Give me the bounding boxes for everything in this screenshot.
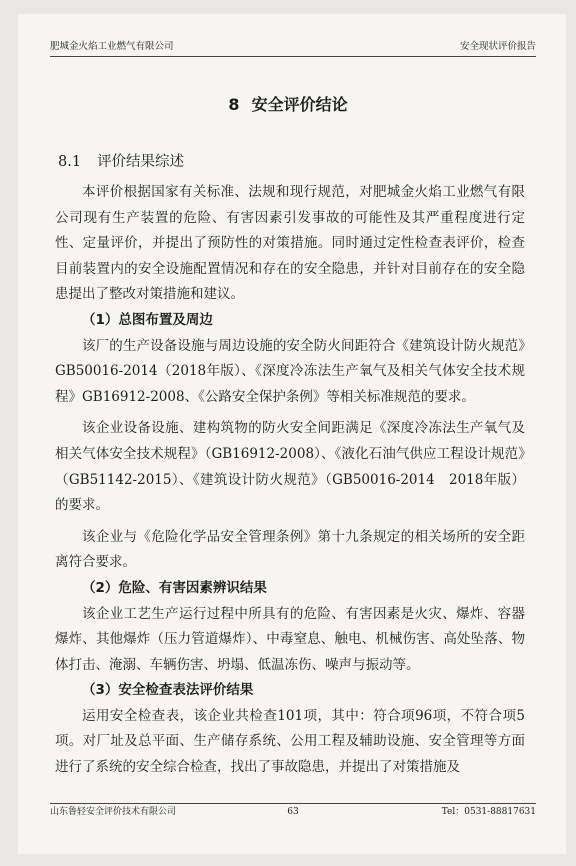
footer-company: 山东鲁轻安全评价技术有限公司	[50, 807, 177, 817]
paragraph-checklist: 运用安全检查表，该企业共检查101项，其中：符合项96项，不符合项5项。对厂址及总平面、生产储存系统、公用工程及辅助设施、安全管理等方面进行了系统的安全综合检查，找出了事故隐患，并提出了对策措施及	[55, 707, 525, 776]
chapter-title	[0, 92, 576, 115]
page-number: 63	[287, 807, 299, 817]
subheading-layout: （1）总图布置及周边	[82, 311, 213, 328]
header-report-title: 安全现状评价报告	[459, 41, 536, 52]
paragraph-hazards: 该企业工艺生产运行过程中所具有的危险、有害因素是火灾、爆炸、容器爆炸、其他爆炸（压力管道爆炸）、中毒窒息、触电、机械伤害、高处坠落、物体打击、淹溺、车辆伤害、坍塌、低温冻伤、噪声与振动等。	[55, 605, 525, 673]
section-title	[58, 150, 184, 171]
paragraph-layout-1: 该厂的生产设备设施与周边设施的安全防火间距符合《建筑设计防火规范》GB50016-2014（2018年版）、《深度冷冻法生产氧气及相关气体安全技术规程》GB16912-2008、《公路安全保护条例》等相关标准规范的要求。	[55, 337, 525, 405]
chapter-heading: 安全评价结论	[251, 95, 348, 114]
body-text	[55, 180, 525, 781]
page-footer	[50, 803, 536, 820]
footer-phone: Tel：0531-88817631	[441, 807, 536, 817]
section-heading: 评价结果综述	[97, 154, 185, 170]
section-number: 8.1	[58, 154, 82, 170]
paragraph-intro: 本评价根据国家有关标准、法规和现行规范，对肥城金火焰工业燃气有限公司现有生产装置的危险、有害因素引发事故的可能性及其严重程度进行定性、定量评价，并提出了预防性的对策措施。同时通过定性检查表评价，检查目前装置内的安全设施配置情况和存在的安全隐患，并针对目前存在的安全隐患提出了整改对策措施和建议。	[55, 184, 525, 303]
paragraph-layout-2: 该企业设备设施、建构筑物的防火安全间距满足《深度冷冻法生产氧气及相关气体安全技术规程》（GB16912-2008）、《液化石油气供应工程设计规范》（GB51142-2015）、《建筑设计防火规范》（GB50016-2014 2018年版）的要求。	[55, 420, 525, 514]
paragraph-layout-3: 该企业与《危险化学品安全管理条例》第十九条规定的相关场所的安全距离符合要求。	[55, 528, 525, 571]
subheading-checklist: （3）安全检查表法评价结果	[82, 682, 254, 699]
chapter-number: 8	[228, 95, 240, 114]
subheading-hazards: （2）危险、有害因素辨识结果	[82, 579, 267, 596]
page-header	[50, 38, 536, 57]
header-company: 肥城金火焰工业燃气有限公司	[50, 41, 174, 52]
